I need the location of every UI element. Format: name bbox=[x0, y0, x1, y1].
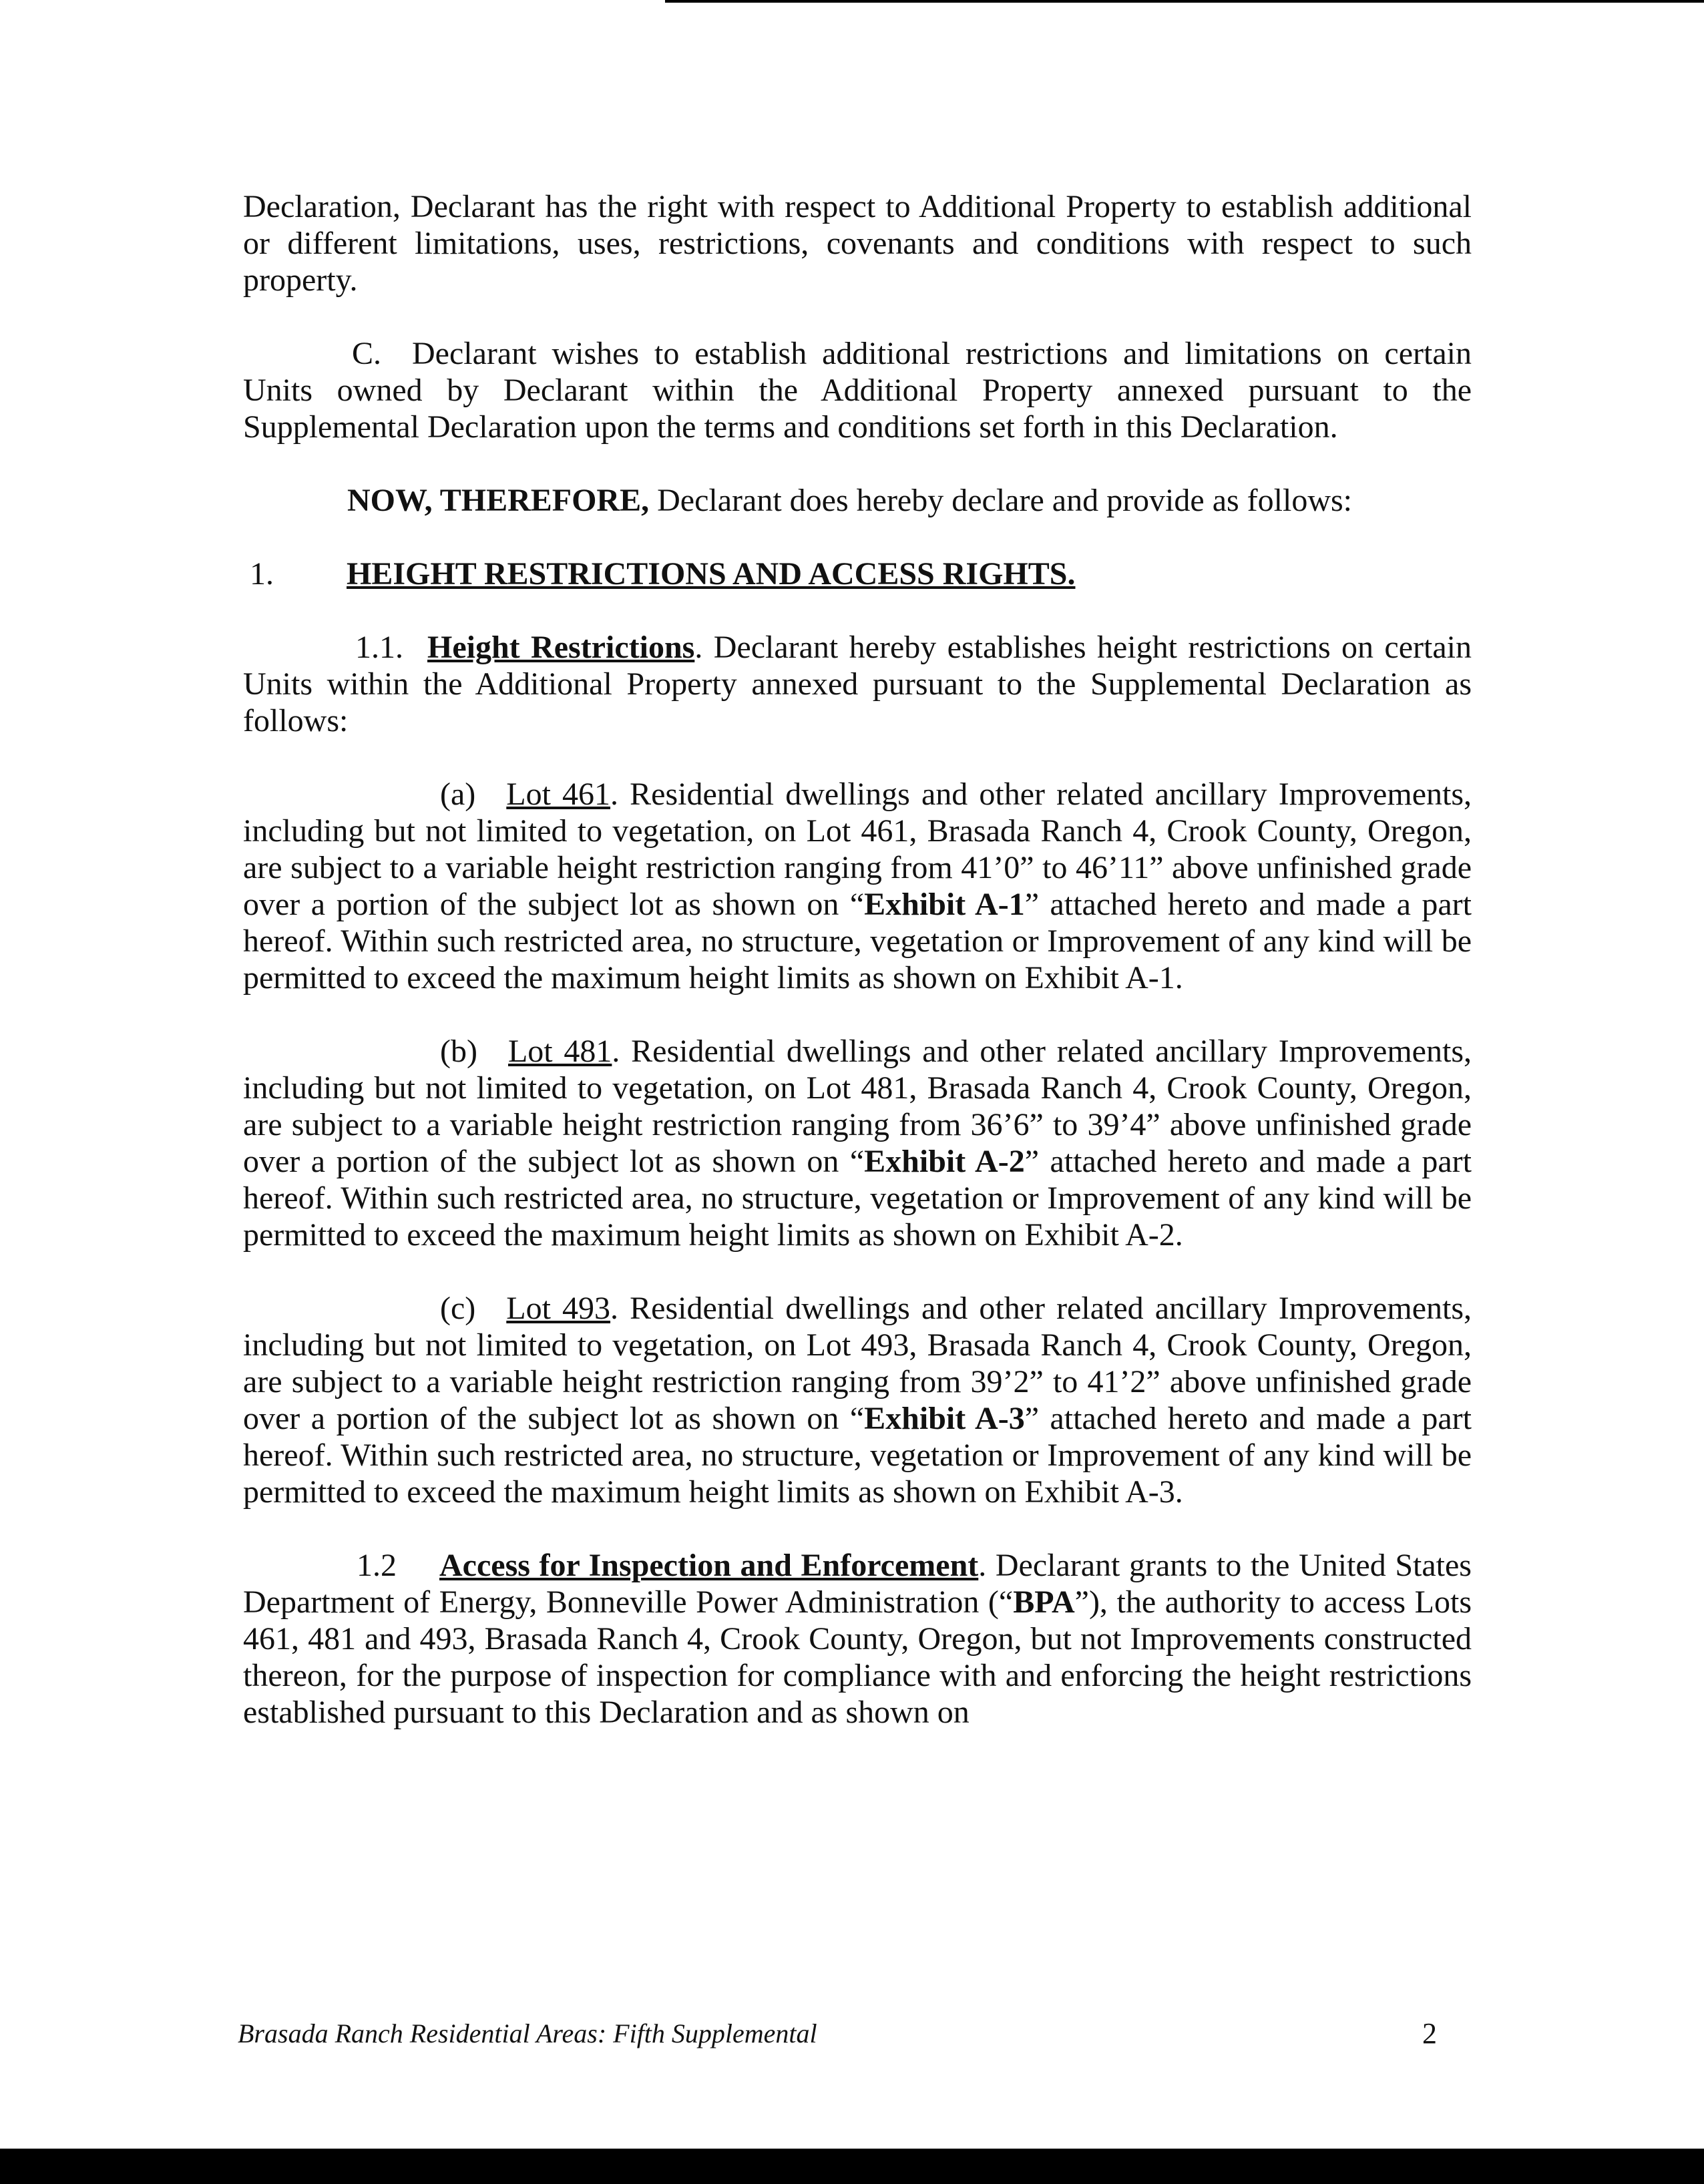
lot-493-label: (c) bbox=[440, 1291, 476, 1326]
footer-page-number: 2 bbox=[1422, 2017, 1437, 2050]
subsection-1-1-title: Height Restrictions bbox=[427, 630, 695, 665]
lot-481-paragraph bbox=[243, 1033, 1472, 1253]
subsection-1-2-number: 1.2 bbox=[357, 1548, 397, 1583]
section-1-title: HEIGHT RESTRICTIONS AND ACCESS RIGHTS. bbox=[347, 556, 1076, 592]
subsection-1-2-paragraph bbox=[243, 1547, 1472, 1731]
lot-461-label: (a) bbox=[440, 777, 476, 812]
now-therefore-paragraph bbox=[243, 482, 1472, 519]
lot-493-text: . Residential dwellings and other related ancillary Improvements, including but not limited to vegetation, on Lot 493, Brasada Ranch 4, Crook County, Oregon, are subject to a variable height restriction ranging from 39’2” to 41’2” above unfinished grade over a portion of the subject lot as shown on “ bbox=[243, 1291, 1472, 1436]
lot-493-exhibit: Exhibit A-3 bbox=[864, 1401, 1025, 1436]
lot-461-text: . Residential dwellings and other related ancillary Improvements, including but not limited to vegetation, on Lot 461, Brasada Ranch 4, Crook County, Oregon, are subject to a variable height restriction ranging from 41’0” to 46’11” above unfinished grade over a portion of the subject lot as shown on “ bbox=[243, 777, 1472, 922]
lot-481-title: Lot 481 bbox=[507, 1034, 612, 1069]
lot-493-title: Lot 493 bbox=[506, 1291, 611, 1326]
now-therefore-text: Declarant does hereby declare and provide as follows: bbox=[649, 483, 1353, 518]
lot-461-paragraph bbox=[243, 776, 1472, 996]
recital-c-paragraph bbox=[243, 335, 1472, 445]
subsection-1-1-number: 1.1. bbox=[355, 630, 403, 665]
lot-493-text-after: ” attached hereto and made a part hereof. Within such restricted area, no structure, vegetation or Improvement of any kind will be permitted to exceed the maximum height limits as shown on Exhibit A-3. bbox=[243, 1401, 1472, 1510]
lot-481-text: . Residential dwellings and other related ancillary Improvements, including but not limited to vegetation, on Lot 481, Brasada Ranch 4, Crook County, Oregon, are subject to a variable height restriction ranging from 36’6” to 39’4” above unfinished grade over a portion of the subject lot as shown on “ bbox=[243, 1034, 1472, 1179]
subsection-1-2-title: Access for Inspection and Enforcement bbox=[439, 1548, 979, 1583]
subsection-1-1-paragraph bbox=[243, 629, 1472, 739]
lot-493-paragraph bbox=[243, 1290, 1472, 1510]
intro-paragraph: Declaration, Declarant has the right with respect to Additional Property to establish additional or different limitations, uses, restrictions, covenants and conditions with respect to such property. bbox=[243, 189, 1472, 298]
now-therefore-lead: NOW, THEREFORE, bbox=[347, 483, 650, 518]
subsection-1-1-text: . Declarant hereby establishes height restrictions on certain Units within the Additional Property annexed pursuant to the Supplemental Declaration as follows: bbox=[243, 630, 1472, 738]
section-1-heading bbox=[243, 556, 1472, 592]
footer-document-title: Brasada Ranch Residential Areas: Fifth Supplemental bbox=[238, 2018, 817, 2048]
lot-461-exhibit: Exhibit A-1 bbox=[864, 887, 1025, 922]
scan-bottom-edge bbox=[0, 2149, 1704, 2184]
lot-461-text-after: ” attached hereto and made a part hereof. Within such restricted area, no structure, vegetation or Improvement of any kind will be permitted to exceed the maximum height limits as shown on Exhibit A-1. bbox=[243, 887, 1472, 996]
lot-461-title: Lot 461 bbox=[506, 777, 611, 812]
lot-481-text-after: ” attached hereto and made a part hereof. Within such restricted area, no structure, vegetation or Improvement of any kind will be permitted to exceed the maximum height limits as shown on Exhibit A-2. bbox=[243, 1144, 1472, 1253]
subsection-1-2-text-after: ”), the authority to access Lots 461, 481 and 493, Brasada Ranch 4, Crook County, Oregon, but not Improvements constructed thereon, for the purpose of inspection for compliance with and enforcing the height restrictions established pursuant to this Declaration and as shown on bbox=[243, 1584, 1472, 1730]
subsection-1-2-text: . Declarant grants to the United States Department of Energy, Bonneville Power Administration (“ bbox=[243, 1548, 1472, 1620]
section-1-number: 1. bbox=[250, 556, 274, 592]
scan-top-edge bbox=[665, 0, 1704, 3]
lot-481-exhibit: Exhibit A-2 bbox=[864, 1144, 1025, 1179]
bpa-abbreviation: BPA bbox=[1013, 1584, 1075, 1620]
lot-481-label: (b) bbox=[440, 1034, 477, 1069]
recital-c-text: Declarant wishes to establish additional restrictions and limitations on certain Units owned by Declarant within the Additional Property annexed pursuant to the Supplemental Declaration upon the terms and conditions set forth in this Declaration. bbox=[243, 336, 1472, 445]
recital-c-label: C. bbox=[352, 336, 382, 371]
document-page bbox=[243, 188, 1472, 1731]
